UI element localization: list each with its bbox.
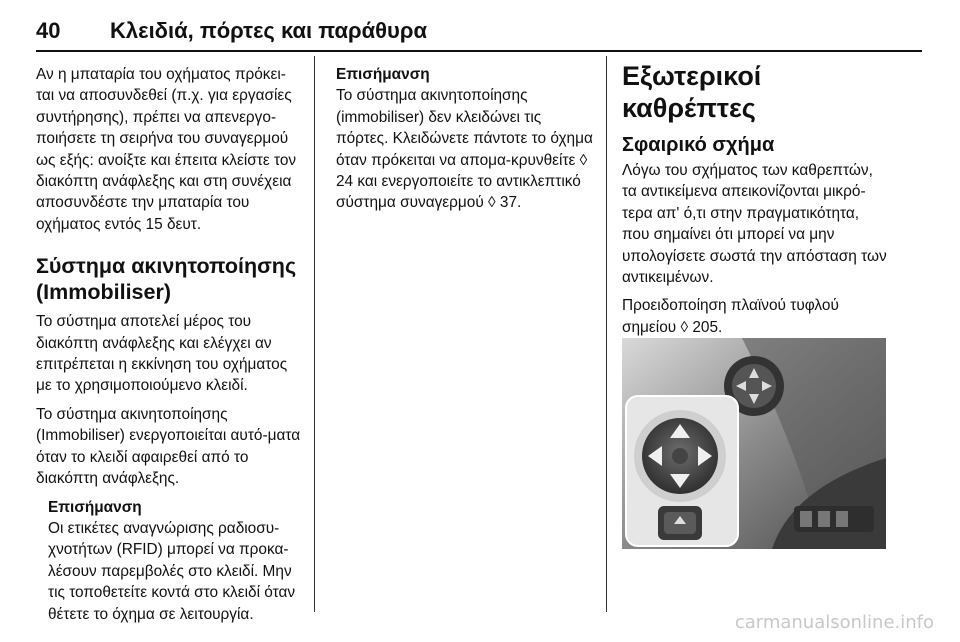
immobiliser-paragraph-2: Το σύστημα ακινητοποίησης (Immobiliser) ενεργοποιείται αυτό-ματα όταν το κλειδί αφαιρεθεί από το διακόπτη ανάφλεξης. [36, 405, 301, 488]
mirrors-heading: Εξωτερικοί καθρέπτες [622, 61, 762, 123]
convex-shape-heading: Σφαιρικό σχήμα [622, 134, 775, 156]
column-2 [336, 64, 594, 214]
column-3 [622, 60, 890, 384]
column-divider-1 [314, 56, 315, 612]
blind-spot-paragraph: Προειδοποίηση πλαϊνού τυφλού σημείου ◊ 205. [622, 297, 839, 336]
convex-paragraph: Λόγω του σχήματος των καθρεπτών, τα αντικείμενα απεικονίζονται μικρό-τερα απ' ό,τι στην πραγματικότητα, που σημαίνει ότι μπορεί να μην υπολογίσετε σωστά την απόσταση των αντικειμένων. [622, 162, 887, 287]
mirror-control-photo [622, 338, 886, 549]
battery-alarm-paragraph: Αν η μπαταρία του οχήματος πρόκει-ται να αποσυνδεθεί (π.χ. για εργασίες συντήρησης), πρέπει να απενεργο-ποιήσετε τη σειρήνα του συναγερμού ως εξής: ανοίξτε και έπειτα κλείστε τον διακόπτη ανάφλεξης και στη συνέχεια αποσυνδέστε την μπαταρία του οχήματος εντός 15 δευτ. [36, 66, 297, 233]
page-header [36, 16, 886, 52]
column-divider-2 [606, 56, 607, 612]
note-title: Επισήμανση [48, 498, 142, 516]
immobiliser-note [336, 64, 594, 214]
immobiliser-heading: Σύστημα ακινητοποίησης (Immobiliser) [36, 254, 297, 305]
header-rule [36, 50, 922, 52]
page-number: 40 [36, 18, 61, 43]
rfid-note [36, 497, 304, 625]
immobiliser-paragraph-1: Το σύστημα αποτελεί μέρος του διακόπτη ανάφλεξης και ελέγχει αν επιτρέπεται η εκκίνηση του οχήματος με το χρησιμοποιούμενο κλειδί. [36, 313, 288, 395]
chapter-title: Κλειδιά, πόρτες και παράθυρα [110, 18, 427, 43]
note-text: Οι ετικέτες αναγνώρισης ραδιοσυ-χνοτήτων (RFID) μπορεί να προκα-λέσουν παρεμβολές στο κλειδί. Μην τις τοποθετείτε κοντά στο κλειδί όταν θέτετε το όχημα σε λειτουργία. [48, 519, 296, 623]
column-1 [36, 64, 304, 625]
watermark: carmanualsonline.info [734, 612, 934, 633]
note-title: Επισήμανση [336, 66, 430, 83]
note-text: Το σύστημα ακινητοποίησης (immobiliser) δεν κλειδώνει τις πόρτες. Κλειδώνετε πάντοτε το όχημα όταν πρόκειται να απομα-κρυνθείτε ◊ 24 και ενεργοποιείτε το αντικλεπτικό σύστημα συναγερμού ◊ 37. [336, 87, 593, 212]
